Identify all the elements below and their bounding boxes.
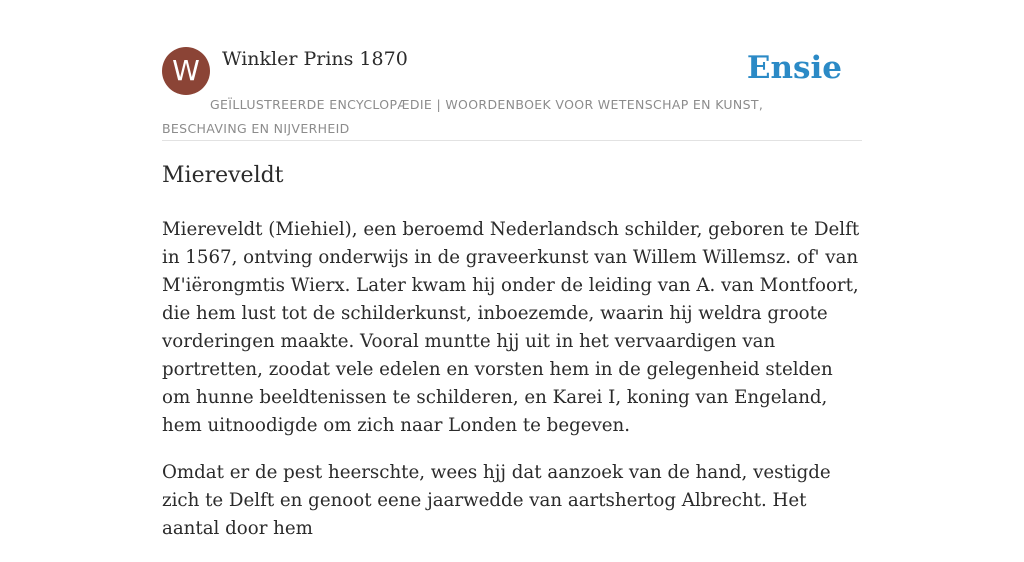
entry-title: Miereveldt [162,163,284,188]
body-paragraph: Miereveldt (Miehiel), een beroemd Nederlandsch schilder, geboren te Delft in 1567, ontving onderwijs in de graveerkunst van Willem Willemsz. of' van M'iërongmtis Wierx. Later kwam hij onder de leiding van A. van Montfoort, die hem lust tot de schilderkunst, inboezemde, waarin hij weldra groote vorderingen maakte. Vooral muntte hjj uit in het vervaardigen van portretten, zoodat vele edelen en vorsten hem in de gelegenheid stelden om hunne beeldtenissen te schilderen, en Karei I, koning van Engeland, hem uitnoodigde om zich naar Londen te begeven. [162,219,860,436]
source-title-link[interactable]: Winkler Prins 1870 [222,48,408,70]
body-paragraph: Omdat er de pest heerschte, wees hjj dat aanzoek van de hand, vestigde zich te Delft en genoot eene jaarwedde van aartshertog Albrecht. Het aantal door hem [162,462,831,539]
source-subtitle: GEÏLLUSTREERDE ENCYCLOPÆDIE | WOORDENBOEK VOOR WETENSCHAP EN KUNST, BESCHAVING EN NIJVERHEID [162,97,764,136]
entry-body [162,216,862,562]
source-header [162,47,862,141]
ensie-logo[interactable]: Ensie [746,50,842,86]
source-avatar[interactable]: W [162,47,210,95]
